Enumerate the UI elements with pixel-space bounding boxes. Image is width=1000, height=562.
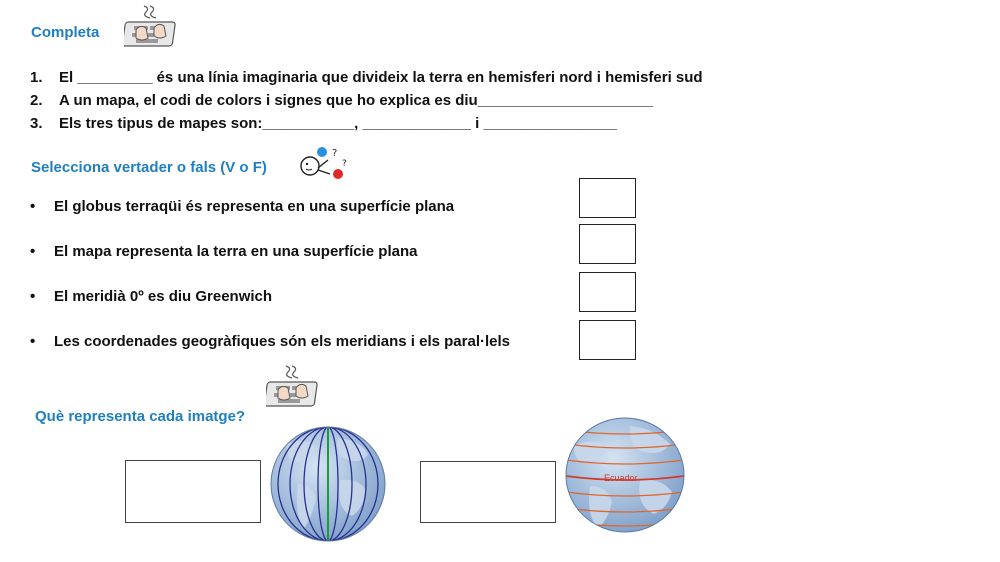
image-answer-box-meridians[interactable] — [125, 460, 261, 523]
section-title-images: Què representa cada imatge? — [35, 408, 246, 425]
tf-statement-3 — [30, 288, 272, 305]
question-number: 2. — [30, 92, 43, 109]
statement-text: El meridià 0º es diu Greenwich — [54, 288, 273, 305]
fill-question-2 — [30, 92, 653, 109]
keyboard-typing-icon — [124, 4, 182, 52]
statement-text: Les coordenades geogràfiques són els meridians i els paral·lels — [54, 333, 510, 350]
tf-answer-box-2[interactable] — [579, 224, 636, 264]
image-answer-box-parallels[interactable] — [420, 461, 556, 523]
svg-text:?: ? — [342, 159, 347, 169]
question-number: 1. — [30, 69, 43, 86]
section-title-complete: Completa — [31, 24, 100, 41]
fill-question-3 — [30, 115, 617, 132]
keyboard-typing-icon — [266, 364, 324, 412]
tf-answer-box-1[interactable] — [579, 178, 636, 218]
question-number: 3. — [30, 115, 43, 132]
bullet: • — [30, 333, 36, 350]
tf-statement-2 — [30, 243, 417, 260]
bullet: • — [30, 198, 36, 215]
tf-answer-box-3[interactable] — [579, 272, 636, 312]
tf-answer-box-4[interactable] — [579, 320, 636, 360]
tf-statement-1 — [30, 198, 454, 215]
tf-statement-4 — [30, 333, 510, 350]
globe-meridians-icon — [268, 424, 388, 544]
equator-label: Ecuador — [604, 473, 638, 483]
bullet: • — [30, 243, 36, 260]
globe-parallels-icon — [564, 416, 686, 534]
question-text: El _________ és una línia imaginaria que divideix la terra en hemisferi nord i hemisferi sud — [59, 69, 703, 86]
statement-text: El mapa representa la terra en una superfície plana — [54, 243, 418, 260]
bullet: • — [30, 288, 36, 305]
svg-text:?: ? — [332, 148, 338, 159]
fill-question-1 — [30, 69, 703, 86]
statement-text: El globus terraqüi és representa en una superfície plana — [54, 198, 455, 215]
question-text: Els tres tipus de mapes son:___________, _____________ i ________________ — [59, 115, 617, 132]
question-text: A un mapa, el codi de colors i signes que ho explica es diu_____________________ — [59, 92, 653, 109]
section-title-true-false: Selecciona vertader o fals (V o F) — [31, 159, 267, 176]
thinking-choice-icon — [296, 144, 350, 184]
